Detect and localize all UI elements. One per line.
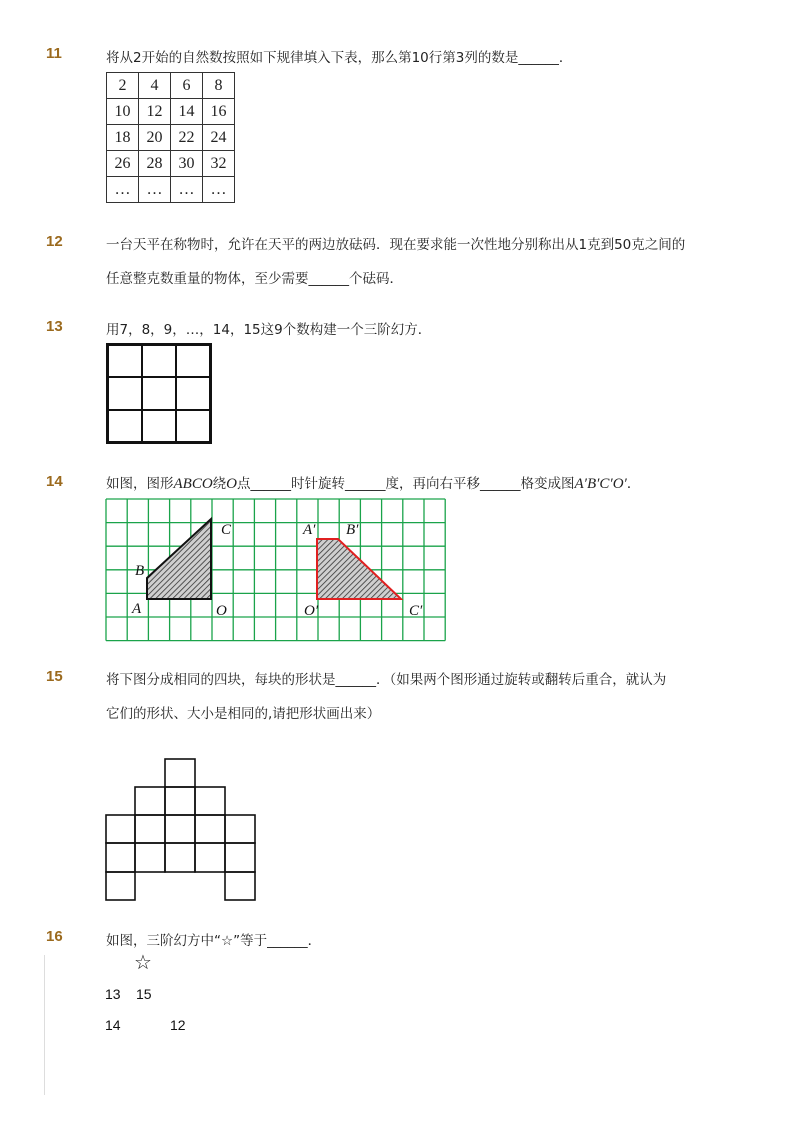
shape-a-prime-b-prime-c-prime-o-prime [317,539,401,599]
table-cell: 6 [171,73,203,99]
margin-line [44,955,45,1095]
table-cell: … [171,177,203,203]
question-number-12: 12 [46,233,63,250]
question-12-line2: 任意整克数重量的物体，至少需要______个砝码． [106,271,403,287]
label-a-prime: A′ [303,522,316,538]
label-o-prime: O′ [304,603,319,619]
table-row [107,151,235,177]
table-cell: 16 [203,99,235,125]
question-14-text: 如图，图形ABCO绕O点______时针旋转______度，再向右平移______格变成图A′B′C′O′． [106,476,641,492]
question-number-16: 16 [46,928,63,945]
table-cell: 18 [107,125,139,151]
table-row [107,73,235,99]
table-cell: 4 [139,73,171,99]
table-cell: 30 [171,151,203,177]
magic-cell-15: 15 [136,986,152,1002]
question-12-line1: 一台天平在称物时，允许在天平的两边放砝码．现在要求能一次性地分别称出从1克到50克之间的 [106,237,686,253]
table-cell: … [139,177,171,203]
table-row [107,125,235,151]
table-cell: 10 [107,99,139,125]
question-11-text: 将从2开始的自然数按照如下规律填入下表，那么第10行第3列的数是______． [106,50,573,66]
label-b: B [135,563,145,579]
shape-abco [147,519,211,599]
table-cell: 28 [139,151,171,177]
magic-cell-12: 12 [170,1017,186,1033]
shape-to-divide [104,757,258,903]
table-cell: 20 [139,125,171,151]
table-cell: 8 [203,73,235,99]
label-a: A [132,601,142,617]
table-cell: 2 [107,73,139,99]
number-table [106,72,235,203]
table-cell: 12 [139,99,171,125]
question-16-text: 如图，三阶幻方中“☆”等于______． [106,933,322,949]
table-cell: 24 [203,125,235,151]
label-b-prime: B′ [346,522,359,538]
question-number-13: 13 [46,318,63,335]
table-row [107,177,235,203]
label-c: C [221,522,232,538]
table-cell: 14 [171,99,203,125]
table-cell: … [107,177,139,203]
table-row [107,99,235,125]
question-number-15: 15 [46,668,63,685]
question-number-14: 14 [46,473,63,490]
question-15-line1: 将下图分成相同的四块，每块的形状是______．（如果两个图形通过旋转或翻转后重合，就认为 [106,672,667,688]
table-cell: 26 [107,151,139,177]
table-cell: 32 [203,151,235,177]
rotation-figure [104,497,448,643]
magic-square-grid [106,343,212,444]
magic-cell-13: 13 [105,986,121,1002]
table-cell: 22 [171,125,203,151]
question-number-11: 11 [46,45,62,62]
question-13-text: 用7，8，9，…，14，15这9个数构建一个三阶幻方． [106,322,432,338]
star-cell: ☆ [134,952,152,974]
table-cell: … [203,177,235,203]
label-c-prime: C′ [409,603,423,619]
label-o: O [216,603,227,619]
magic-cell-14: 14 [105,1017,121,1033]
question-15-line2: 它们的形状、大小是相同的,请把形状画出来） [106,706,381,722]
